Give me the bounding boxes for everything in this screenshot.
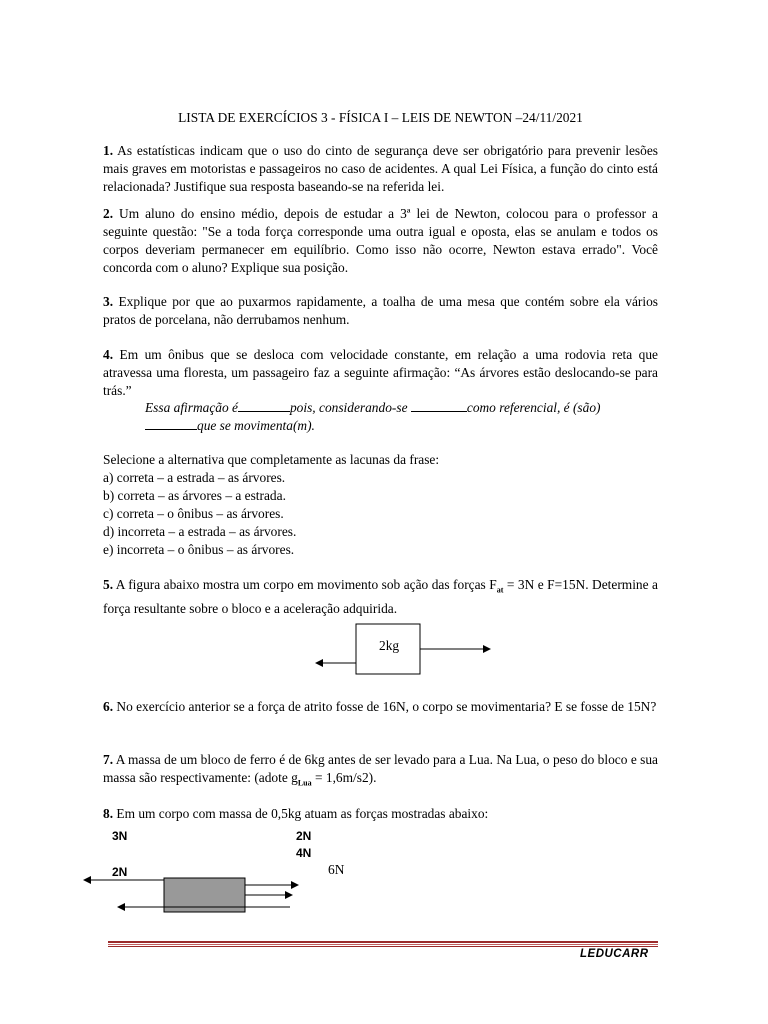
question-number: 4. bbox=[103, 347, 114, 362]
question-number: 1. bbox=[103, 143, 114, 158]
question-text: Em um corpo com massa de 0,5kg atuam as forças mostradas abaixo: bbox=[113, 806, 489, 821]
force-label-3n: 3N bbox=[112, 829, 128, 843]
option-b: b) correta – as árvores – a estrada. bbox=[103, 488, 286, 503]
question-number: 2. bbox=[103, 206, 114, 221]
question-number: 7. bbox=[103, 752, 114, 767]
blank-2 bbox=[411, 399, 467, 412]
question-number: 6. bbox=[103, 699, 114, 714]
question-4 bbox=[103, 346, 658, 400]
question-text: As estatísticas indicam que o uso do cinto de segurança deve ser obrigatório para prevenir lesões mais graves em motoristas e passageiros no caso de acidentes. A qual Lei Física, a função do cinto está relacionada? Justifique sua resposta baseando-se na referida lei. bbox=[103, 143, 658, 194]
question-1 bbox=[103, 142, 658, 196]
blank-1 bbox=[238, 399, 290, 412]
question-text: Um aluno do ensino médio, depois de estudar a 3ª lei de Newton, colocou para o professor a seguinte questão: "Se a toda força corresponde uma outra igual e oposta, elas se anulam e todos os corpos deveriam permanecer em equilíbrio. Como isso não ocorre, Newton estava errado". Você concorda com o aluno? Explique sua posição. bbox=[103, 206, 658, 275]
force-diagram-q5 bbox=[310, 618, 500, 680]
force-label-2n-right: 2N bbox=[296, 829, 312, 843]
question-5: 5. A figura abaixo mostra um corpo em movimento sob ação das forças $F_{at} = 3N$ e F=15N. Determine a força resultante sobre o bloco e a aceleração adquirida. bbox=[103, 577, 658, 616]
force-label-6n: 6N bbox=[328, 862, 345, 877]
question-number: 3. bbox=[103, 294, 114, 309]
question-7: 7. A massa de um bloco de ferro é de 6kg antes de ser levado para a Lua. Na Lua, o peso do bloco e sua massa são respectivamente: (adote $g_{Lua} = 1,6m/s2$). bbox=[103, 752, 658, 788]
question-text: Explique por que ao puxarmos rapidamente, a toalha de uma mesa que contém sobre ela vários pratos de porcelana, não derrubamos nenhum. bbox=[103, 294, 658, 327]
option-d: d) incorreta – a estrada – as árvores. bbox=[103, 524, 297, 539]
page-title: LISTA DE EXERCÍCIOS 3 - FÍSICA I – LEIS DE NEWTON –24/11/2021 bbox=[178, 110, 583, 125]
block-mass-label: 2kg bbox=[379, 638, 400, 653]
force-diagram-q8 bbox=[80, 868, 320, 918]
option-e: e) incorreta – o ônibus – as árvores. bbox=[103, 542, 295, 557]
question-text: Em um ônibus que se desloca com velocidade constante, em relação a uma rodovia reta que atravessa uma floresta, um passageiro faz a seguinte afirmação: “As árvores estão deslocando-se para trás.” bbox=[103, 347, 658, 398]
footer-divider bbox=[108, 941, 658, 943]
question-text: No exercício anterior se a força de atrito fosse de 16N, o corpo se movimentaria? E se fosse de 15N? bbox=[113, 699, 657, 714]
question-4-prompt: Selecione a alternativa que completamente as lacunas da frase: bbox=[103, 452, 440, 467]
fill-in-statement: Essa afirmação é pois, considerando-se como referencial, é (são) que se movimenta(m). bbox=[145, 400, 601, 433]
blank-3 bbox=[145, 417, 197, 430]
question-number: 8. bbox=[103, 806, 114, 821]
question-3 bbox=[103, 293, 658, 329]
option-a: a) correta – a estrada – as árvores. bbox=[103, 470, 286, 485]
force-label-4n: 4N bbox=[296, 846, 312, 860]
footer-divider bbox=[108, 946, 658, 947]
question-6 bbox=[103, 698, 658, 716]
footer-author: LEDUCARR bbox=[580, 948, 649, 960]
force-label-2n-left: 2N bbox=[112, 865, 128, 879]
footer-divider bbox=[108, 944, 658, 945]
question-8 bbox=[103, 805, 658, 823]
option-c: c) correta – o ônibus – as árvores. bbox=[103, 506, 284, 521]
question-2 bbox=[103, 205, 658, 277]
question-number: 5. bbox=[103, 577, 114, 592]
